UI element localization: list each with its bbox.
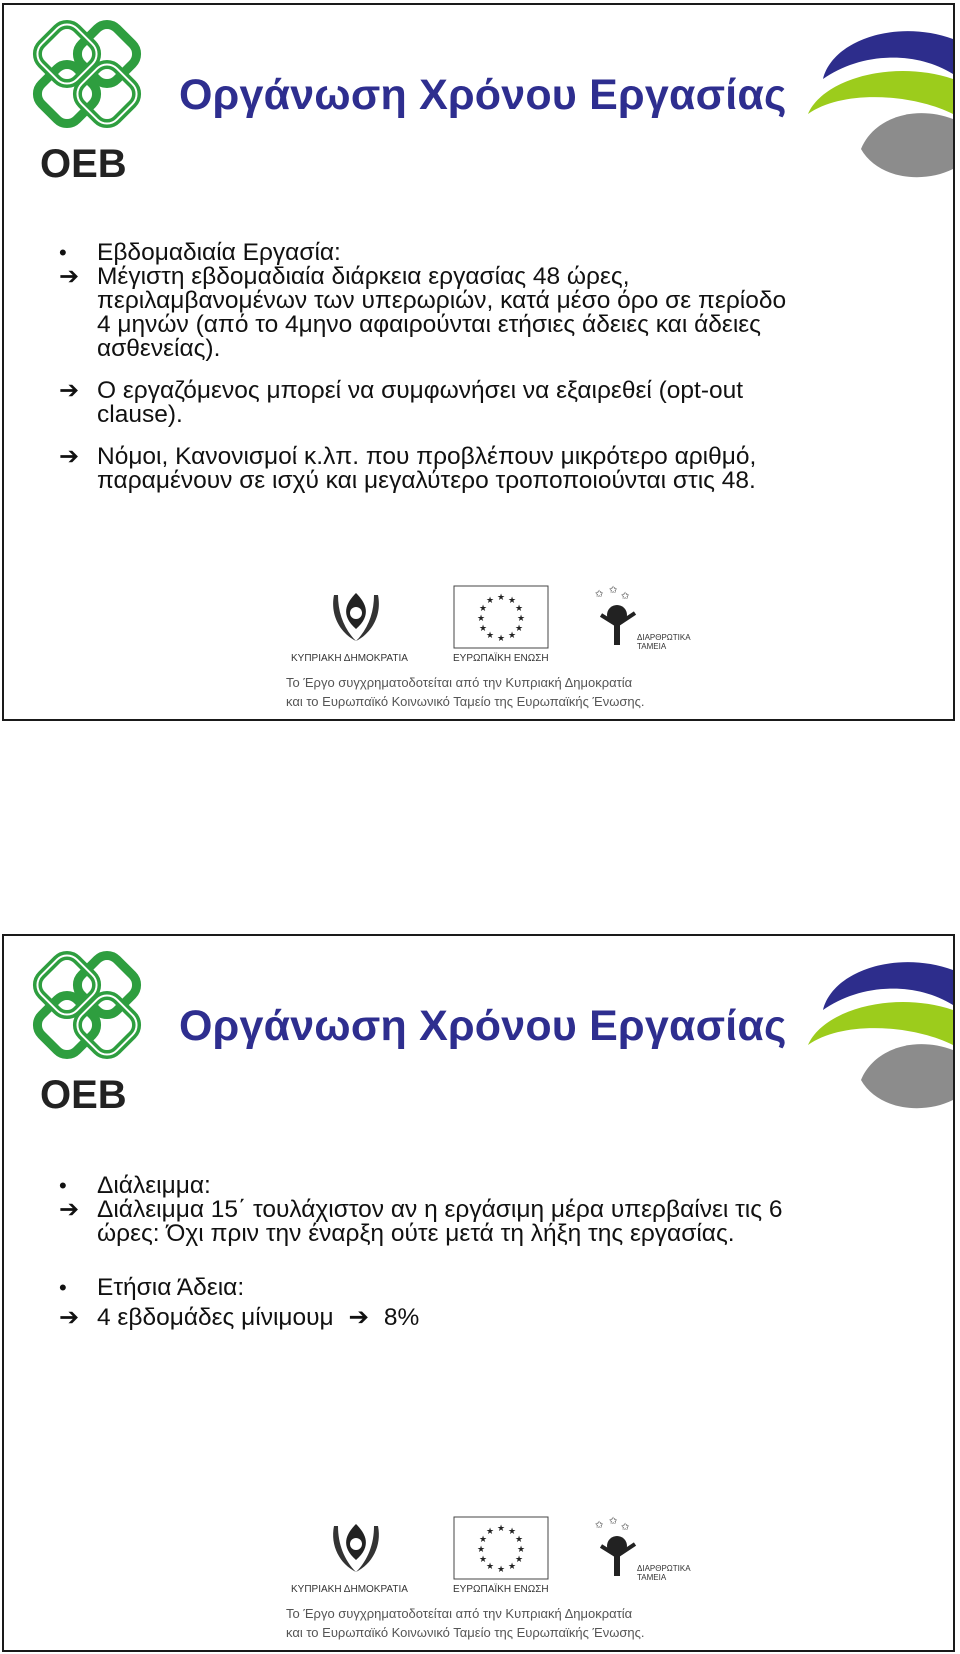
funding-footer — [286, 1516, 721, 1646]
bullet-dot-icon: • — [59, 1173, 67, 1198]
arrow-text-line: 4 εβδομάδες μίνιμουμ — [97, 1304, 334, 1331]
svg-text:★: ★ — [507, 631, 517, 641]
arrow-right-icon: ➔ — [59, 263, 80, 290]
svg-text:★: ★ — [476, 614, 486, 624]
arrow-text-line: 4 μηνών (από το 4μηνο αφαιρούνται ετήσιες άδειες και άδειες — [97, 311, 761, 338]
cyprus-label: ΚΥΠΡΙΑΚΗ ΔΗΜΟΚΡΑΤΙΑ — [291, 653, 408, 664]
arrow-text-line: ώρες: Όχι πριν την έναρξη ούτε μετά τη λήξη της εργασίας. — [97, 1220, 735, 1247]
svg-text:★: ★ — [485, 596, 495, 606]
arrow-right-icon: ➔ — [59, 1304, 80, 1331]
svg-text:★: ★ — [485, 1527, 495, 1537]
slide-title: Οργάνωση Χρόνου Εργασίας — [179, 71, 787, 119]
funds-label: ΔΙΑΡΘΡΩΤΙΚΑ ΤΑΜΕΙΑ — [637, 633, 691, 651]
swoosh-logo-icon — [803, 19, 953, 181]
svg-text:★: ★ — [476, 1545, 486, 1555]
svg-text:★: ★ — [507, 596, 517, 606]
svg-text:✩: ✩ — [609, 1516, 618, 1527]
svg-text:★: ★ — [516, 614, 526, 624]
arrow-text-line: περιλαμβανομένων των υπερωριών, κατά μέσο όρο σε περίοδο — [97, 287, 787, 314]
svg-text:✩: ✩ — [609, 585, 618, 596]
slide-content — [59, 1174, 929, 1330]
oeb-logo-icon — [12, 942, 162, 1120]
arrow-item — [59, 1306, 929, 1330]
cyprus-emblem-icon — [326, 585, 386, 647]
funding-caption-line-1: Το Έργο συγχρηματοδοτείται από την Κυπριακή Δημοκρατία — [286, 1606, 633, 1621]
arrow-text-line: clause). — [97, 401, 183, 428]
bullet-item — [59, 1276, 929, 1300]
slide-2 — [2, 934, 955, 1652]
arrow-right-icon: ➔ — [59, 443, 80, 470]
svg-text:★: ★ — [496, 593, 506, 603]
arrow-item — [59, 445, 929, 493]
svg-text:★: ★ — [485, 631, 495, 641]
cyprus-label: ΚΥΠΡΙΑΚΗ ΔΗΜΟΚΡΑΤΙΑ — [291, 1584, 408, 1595]
slide-title: Οργάνωση Χρόνου Εργασίας — [179, 1002, 787, 1050]
svg-text:★: ★ — [514, 604, 524, 614]
oeb-logo-icon — [12, 11, 162, 189]
svg-text:★: ★ — [514, 1535, 524, 1545]
arrow-item — [59, 1198, 929, 1246]
cyprus-emblem-icon — [326, 1516, 386, 1578]
funding-caption-line-1: Το Έργο συγχρηματοδοτείται από την Κυπριακή Δημοκρατία — [286, 675, 633, 690]
svg-text:✩: ✩ — [621, 591, 630, 602]
arrow-text-line: Ο εργαζόμενος μπορεί να συμφωνήσει να εξαιρεθεί (opt-out — [97, 377, 744, 404]
arrow-right-icon: ➔ — [348, 1304, 370, 1331]
slide-1 — [2, 3, 955, 721]
funds-label: ΔΙΑΡΘΡΩΤΙΚΑ ΤΑΜΕΙΑ — [637, 1564, 691, 1582]
svg-text:★: ★ — [496, 1524, 506, 1534]
oeb-logo-text: OEB — [40, 1073, 127, 1117]
arrow-text-line: ασθενείας). — [97, 335, 221, 362]
svg-text:★: ★ — [507, 1562, 517, 1572]
svg-text:✩: ✩ — [621, 1522, 630, 1533]
svg-text:✩: ✩ — [595, 589, 604, 600]
bullet-dot-icon: • — [59, 240, 67, 265]
arrow-right-icon: ➔ — [59, 377, 80, 404]
svg-text:★: ★ — [496, 634, 506, 644]
bullet-text: Διάλειμμα: — [97, 1172, 211, 1199]
arrow-text-line: παραμένουν σε ισχύ και μεγαλύτερο τροποποιούνται στις 48. — [97, 467, 756, 494]
svg-text:★: ★ — [507, 1527, 517, 1537]
svg-text:★: ★ — [478, 604, 488, 614]
slide-content — [59, 241, 929, 493]
swoosh-logo-icon — [803, 950, 953, 1112]
funding-caption-line-2: και το Ευρωπαϊκό Κοινωνικό Ταμείο της Ευρωπαϊκής Ένωσης. — [286, 1625, 645, 1640]
svg-text:★: ★ — [478, 1535, 488, 1545]
bullet-text: Εβδομαδιαία Εργασία: — [97, 239, 341, 266]
arrow-text-line: Μέγιστη εβδομαδιαία διάρκεια εργασίας 48 ώρες, — [97, 263, 630, 290]
eu-label: ΕΥΡΩΠΑΪΚΗ ΕΝΩΣΗ — [453, 1584, 549, 1595]
arrow-item — [59, 265, 929, 361]
oeb-logo-text: OEB — [40, 142, 127, 186]
eu-label: ΕΥΡΩΠΑΪΚΗ ΕΝΩΣΗ — [453, 653, 549, 664]
eu-flag-icon — [453, 1516, 549, 1580]
arrow-text-line: 8% — [383, 1304, 420, 1331]
arrow-item — [59, 379, 929, 427]
bullet-item — [59, 241, 929, 265]
funding-caption-line-2: και το Ευρωπαϊκό Κοινωνικό Ταμείο της Ευρωπαϊκής Ένωσης. — [286, 694, 645, 709]
svg-text:★: ★ — [478, 1555, 488, 1565]
bullet-text: Ετήσια Άδεια: — [97, 1274, 245, 1301]
svg-text:✩: ✩ — [595, 1520, 604, 1531]
svg-text:★: ★ — [514, 624, 524, 634]
funding-footer — [286, 585, 721, 715]
svg-text:★: ★ — [485, 1562, 495, 1572]
eu-flag-icon — [453, 585, 549, 649]
svg-text:★: ★ — [514, 1555, 524, 1565]
svg-text:★: ★ — [478, 624, 488, 634]
svg-text:★: ★ — [496, 1565, 506, 1575]
arrow-text-line: Διάλειμμα 15΄ τουλάχιστον αν η εργάσιμη μέρα υπερβαίνει τις 6 — [97, 1196, 783, 1223]
arrow-text-line: Νόμοι, Κανονισμοί κ.λπ. που προβλέπουν μικρότερο αριθμό, — [97, 443, 757, 470]
svg-text:★: ★ — [516, 1545, 526, 1555]
bullet-dot-icon: • — [59, 1275, 67, 1300]
bullet-item — [59, 1174, 929, 1198]
arrow-right-icon: ➔ — [59, 1196, 80, 1223]
